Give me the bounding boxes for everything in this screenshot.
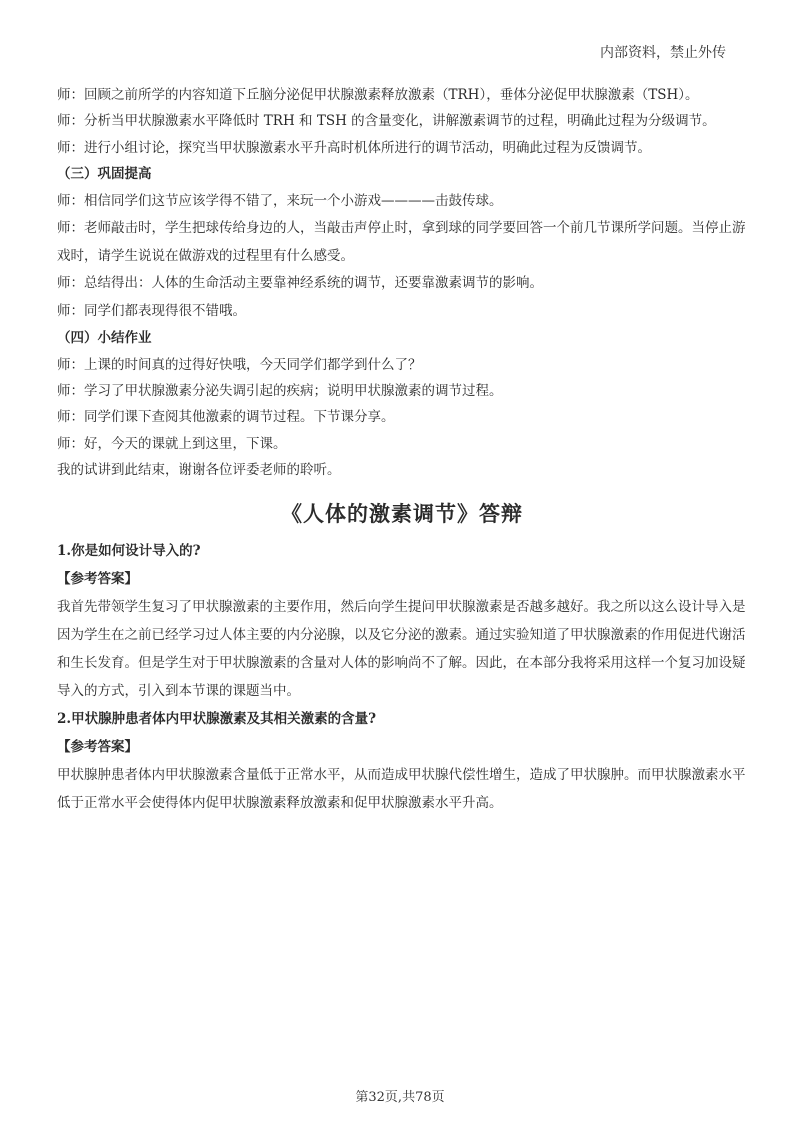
lesson-line: 师：相信同学们这节应该学得不错了，来玩一个小游戏————击鼓传球。 — [57, 192, 503, 209]
page-number: 第32页,共78页 — [355, 1090, 445, 1105]
answer-text: 我首先带领学生复习了甲状腺激素的主要作用，然后向学生提问甲状腺激素是否越多越好。我之所以这么设计导入是因为学生在之前已经学习过人体主要的内分泌腺，以及它分泌的激素。通过实验知道了甲状腺激素的作用促进代谢活和生长发育。但是学生对于甲状腺激素的含量对人体的影响尚不了解。因此，在本部分我将采用这样一个复习加设疑导入的方式，引入到本节课的课题当中。 — [57, 598, 746, 699]
lesson-line: 师：进行小组讨论，探究当甲状腺激素水平升高时机体所进行的调节活动，明确此过程为反馈调节。 — [57, 139, 651, 156]
header-note: 内部资料，禁止外传 — [600, 45, 726, 61]
lesson-line: 师：学习了甲状腺激素分泌失调引起的疾病；说明甲状腺激素的调节过程。 — [57, 382, 503, 399]
lesson-line: 师：回顾之前所学的内容知道下丘脑分泌促甲状腺激素释放激素（TRH），垂体分泌促甲状腺激素（TSH）。 — [57, 87, 699, 103]
lesson-line: 师：好，今天的课就上到这里，下课。 — [57, 435, 287, 452]
lesson-line: 师：上课的时间真的过得好快哦，今天同学们都学到什么了？ — [57, 356, 422, 373]
lesson-line: 师：同学们都表现得很不错哦。 — [57, 302, 246, 319]
answer-label: 【参考答案】 — [57, 570, 138, 587]
section-heading-summary: （四）小结作业 — [57, 330, 152, 347]
answer-text: 甲状腺肿患者体内甲状腺激素含量低于正常水平，从而造成甲状腺代偿性增生，造成了甲状腺肿。而甲状腺激素水平低于正常水平会使得体内促甲状腺激素释放激素和促甲状腺激素水平升高。 — [57, 766, 746, 811]
question: 2.甲状腺肿患者体内甲状腺激素及其相关激素的含量? — [57, 710, 377, 727]
defense-title: 《人体的激素调节》答辩 — [281, 501, 523, 526]
lesson-line: 师：分析当甲状腺激素水平降低时 TRH 和 TSH 的含量变化，讲解激素调节的过程，明确此过程为分级调节。 — [57, 113, 716, 130]
lesson-line: 师：老师敲击时，学生把球传给身边的人，当敲击声停止时，拿到球的同学要回答一个前几节课所学问题。当停止游戏时，请学生说说在做游戏的过程里有什么感受。 — [57, 220, 746, 264]
lesson-line: 师：同学们课下查阅其他激素的调节过程。下节课分享。 — [57, 409, 395, 426]
lesson-line: 我的试讲到此结束，谢谢各位评委老师的聆听。 — [57, 462, 341, 479]
lesson-line: 师：总结得出：人体的生命活动主要靠神经系统的调节，还要靠激素调节的影响。 — [57, 275, 543, 292]
question: 1.你是如何设计导入的? — [57, 542, 201, 559]
document-body — [57, 82, 747, 817]
answer-label: 【参考答案】 — [57, 738, 138, 755]
section-heading-consolidate: （三）巩固提高 — [57, 166, 152, 183]
